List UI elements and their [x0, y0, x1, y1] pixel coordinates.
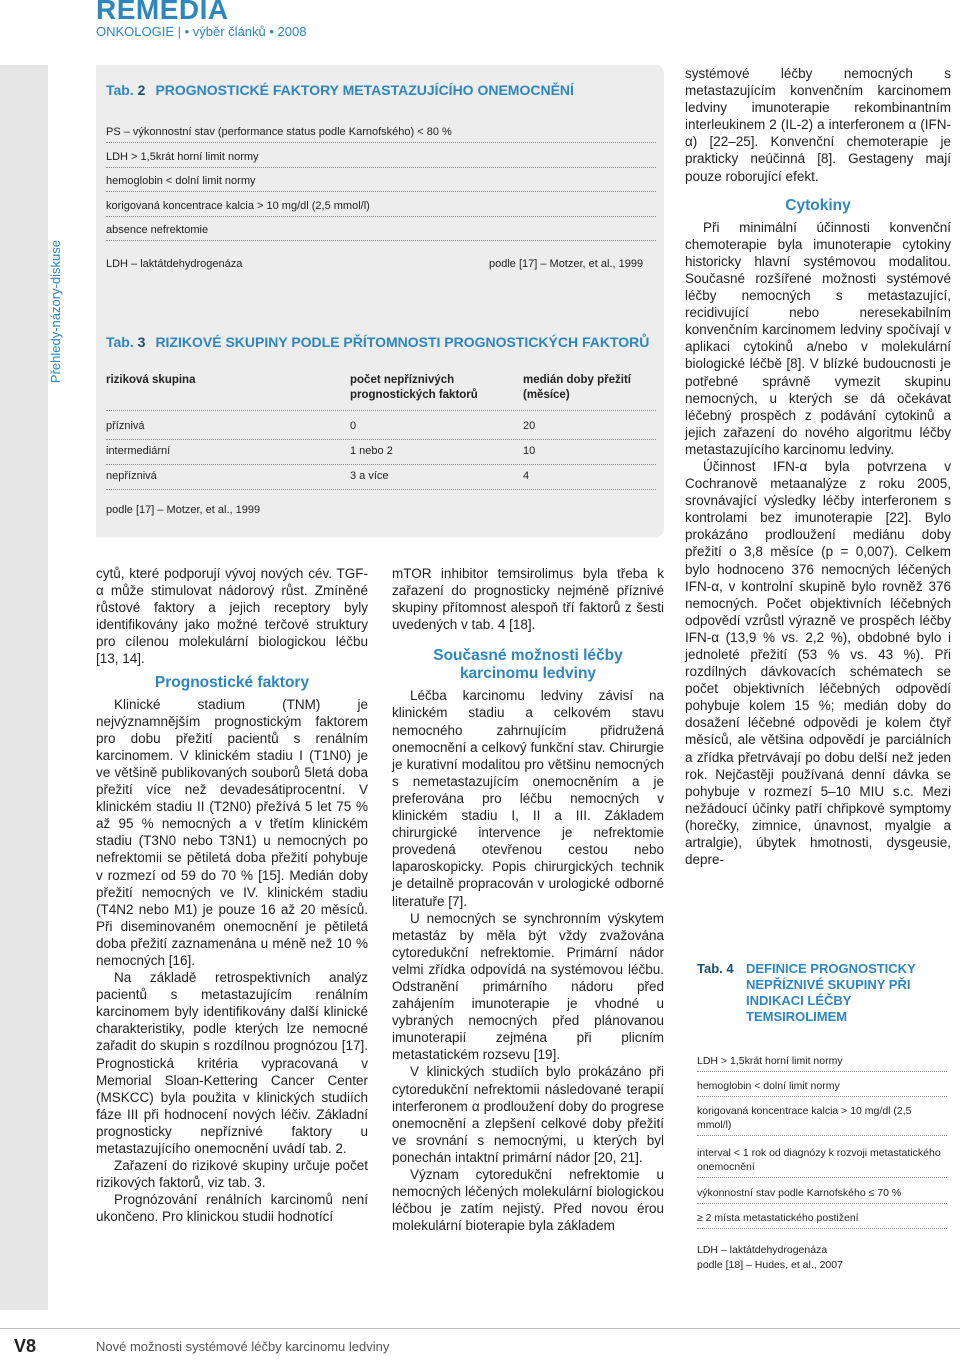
tab4-row: korigovaná koncentrace kalcia > 10 mg/dl (2,5 mmol/l): [697, 1104, 947, 1136]
tab4-row: LDH > 1,5krát horní limit normy: [697, 1054, 947, 1072]
paragraph: Klinické stadium (TNM) je nejvýznamnějším prognostickým faktorem pro dobu přežití pacientů s renálním karcinomem. V klinickém stadiu I (T1N0) je ve většině publikovaných souborů 5letá doba přežití více než devadesátiprocentní. V klinickém stadiu II (T2N0) přežívá 5 let 75 % až 95 % nemocných a v třetím klinickém stadiu (T3N0 nebo T3N1) u nemocných po nefrektomii se pětiletá doba přežití pohybuje v rozmezí od 59 do 70 % [15]. Medián doby přežití nemocných ve IV. klinickém stadiu (T4N2 nebo M1) je pouze 16 až 20 měsíců. Při diseminovaném onemocnění je pětiletá doba přežití zaznamenána u méně než 10 % nemocných [16].: [96, 696, 368, 968]
tab2-row: korigovaná koncentrace kalcia > 10 mg/dl (2,5 mmol/l): [106, 200, 656, 217]
tab4-row: výkonnostní stav podle Karnofského ≤ 70 %: [697, 1186, 947, 1204]
tab4-source: podle [18] – Hudes, et al., 2007: [697, 1259, 843, 1271]
running-title: Nové možnosti systémové léčby karcinomu ledviny: [96, 1339, 390, 1354]
paragraph: systémové léčby nemocných s metastazujícím konvenčním karcinomem ledviny imunoterapie rekombinantním interleukinem 2 (IL-2) a interferonem α (IFN-α) [22–25]. Konvenční chemoterapie je prakticky neúčinná [8]. Gestageny mají pouze roborující efekt.: [685, 66, 951, 184]
column-1: [96, 565, 368, 1225]
tab3-source: podle [17] – Motzer, et al., 1999: [106, 504, 261, 516]
paragraph: V klinických studiích bylo prokázáno při cytoredukční nefrektomii následované terapií interferonem α prodloužení doby do progrese onemocnění a zlepšení celkové doby přežití ve srovnání s nemocnými, u kterých byl ponechán intaktní primární nádor [20, 21].: [392, 1064, 664, 1165]
tab4-title: Tab. 4 DEFINICE PROGNOSTICKY NEPŘÍZNIVÉ SKUPINY PŘI INDIKACI LÉČBY TEMSIROLIMEM: [697, 961, 916, 1024]
tab2-row: absence nefrektomie: [106, 224, 656, 241]
tab2-source: podle [17] – Motzer, et al., 1999: [489, 258, 644, 270]
journal-subtitle: ONKOLOGIE | • výběr článků • 2008: [96, 24, 307, 39]
paragraph: mTOR inhibitor temsirolimus byla třeba k zařazení do prognosticky nejméně příznivé skupiny přítomnost alespoň tří faktorů z šesti uvedených v tab. 4 [18].: [392, 566, 664, 633]
tab4-footnote: LDH – laktátdehydrogenáza: [697, 1244, 828, 1256]
tab3-header-group: riziková skupina: [106, 374, 196, 386]
paragraph: Při minimální účinnosti konvenční chemoterapie byla imunoterapie cytokiny historicky hlavní systémovou modalitou. Současné rozšířené možnosti systémové léčby nemocných s metastazující, recidivující nebo neresekabilním konvenčním karcinomem ledviny spočívají v aplikaci cytokinů a/nebo v molekulární biologické léčbě [8]. V blízké budoucnosti je potřebné správně vymezit skupinu nemocných, u kterých se dá očekávat léčebný prospěch z podávání cytokinů a jejich zařazení do nového algoritmu léčby metastazujícího karcinomu ledviny.: [685, 219, 951, 457]
paragraph: Zařazení do rizikové skupiny určuje počet rizikových faktorů, viz tab. 3.: [96, 1158, 368, 1191]
paragraph: Význam cytoredukční nefrektomie u nemocných léčených molekulární biologickou léčbou je zatím nejistý. Před novou érou molekulární bioterapie byla základem: [392, 1167, 664, 1234]
heading-prognostic-factors: Prognostické faktory: [154, 673, 310, 691]
tab3-header-count: počet nepříznivých prognostických faktorů: [350, 374, 478, 401]
section-rail: [0, 65, 48, 1310]
tab2-row: LDH > 1,5krát horní limit normy: [106, 151, 656, 168]
tab3-title: Tab. 3 RIZIKOVÉ SKUPINY PODLE PŘÍTOMNOSTI PROGNOSTICKÝCH FAKTORŮ: [106, 334, 650, 350]
heading-current-treatment: Současné možnosti léčby karcinomu ledviny: [433, 647, 623, 683]
page-number: V8: [14, 1336, 37, 1356]
column-2: [392, 565, 664, 1234]
tab3-header-divider: [106, 410, 656, 411]
footer-divider: [0, 1328, 960, 1329]
paragraph: Prognózování renálních karcinomů není ukončeno. Pro klinickou studii hodnotící: [96, 1192, 368, 1225]
tab4-row: ≥ 2 místa metastatického postižení: [697, 1211, 947, 1229]
paragraph: U nemocných se synchronním výskytem metastáz by měla být vždy zvažována cytoredukční nefrektomie. Primární nádor velmi zřídka odpovídá na systémovou léčbu. Odstranění primárního nádoru před zahájením imunoterapie je vhodné u vybraných nemocných před plánovanou imunoterapií zejména při plicním metastatickém rozsevu [19].: [392, 910, 664, 1063]
tab3-row: intermediární 1 nebo 2 10: [106, 445, 656, 465]
tab2-row: hemoglobin < dolní limit normy: [106, 175, 656, 192]
tab3-header-median: medián doby přežití (měsíce): [523, 374, 631, 401]
paragraph: Účinnost IFN-α byla potvrzena v Cochranově metaanalýze z roku 2005, srovnávající výsledky léčby interferonem s kontrolami bez imunoterapie [22]. Bylo prokázáno prodloužení mediánu doby přežití o 3,8 měsíce (p = 0,007). Celkem bylo hodnoceno 376 nemocných léčených IFN-α, v kontrolní skupině bylo rovněž 376 nemocných. Počet objektivních léčebných odpovědí vzrůstl výrazně ve prospěch léčby IFN-α (13,9 % vs. 2,2 %), obdobné bylo i jednoleté přežití (53 % vs. 43 %). Při rozdílných dávkovacích schématech se počet objektivních léčebných odpovědí pohybuje kolem 15 %; medián doby do dosažení léčebné odpovědi je kolem čtyř měsíců, ale většina odpovědí je parciálních a zřídka přetrvávají po dobu delší než jeden rok. Nejčastěji používaná denní dávka se pohybuje v rozmezí 5–10 MIU s.c. Mezi nežádoucí účinky patří chřipkové symptomy (horečky, zimnice, únavnost, myalgie a artralgie), úbytek hmotnosti, dysgeusie, depre-: [685, 458, 951, 868]
paragraph: Léčba karcinomu ledviny závisí na klinickém stadiu a celkovém stavu nemocného zahrnujícím přidružená onemocnění a celkový funkční stav. Chirurgie je kurativní modalitou pro většinu nemocných s nemetastazujícím onemocněním a je preferována pro léčbu nemocných v klinickém stadiu I, II a III. Základem chirurgické intervence je nefrektomie provedená otevřenou cestou nebo laparoskopicky. Popis chirurgických technik je detailně propracován v urologické odborné literatuře [7].: [392, 688, 664, 909]
paragraph: cytů, které podporují vývoj nových cév. TGF-α může stimulovat nádorový růst. Zmíněné růstové faktory a jejich receptory byly identifikovány jako možné terčové struktury pro cílenou molekulární biologickou léčbu [13, 14].: [96, 566, 368, 667]
section-label: Přehledy-názory-diskuse: [48, 240, 63, 384]
brand-logo: REMEDIA: [96, 0, 229, 25]
heading-cytokines: Cytokiny: [785, 196, 851, 214]
column-3: [685, 65, 951, 868]
tab2-footnote: LDH – laktátdehydrogenáza: [106, 258, 243, 270]
tab2-row: PS – výkonnostní stav (performance status podle Karnofského) < 80 %: [106, 126, 656, 143]
tab4-row: interval < 1 rok od diagnózy k rozvoji metastatického onemocnění: [697, 1146, 947, 1178]
paragraph: Na základě retrospektivních analýz pacientů s metastazujícím renálním karcinomem byly identifikovány další klinické charakteristiky, podle kterých lze nemocné zařadit do skupin s rozdílnou prognózou [17]. Prognostická kritéria vypracovaná v Memorial Sloan-Kettering Cancer Center (MSKCC) byla použita v klinických studiích fáze III při hodnocení nových léčiv. Základní prognosticky nepříznivé faktory u metastazujícího onemocnění uvádí tab. 2.: [96, 970, 368, 1156]
tab2-title: Tab. 2 PROGNOSTICKÉ FAKTORY METASTAZUJÍCÍHO ONEMOCNĚNÍ: [106, 82, 574, 98]
tab4-row: hemoglobin < dolní limit normy: [697, 1079, 947, 1097]
tab3-row: nepříznivá 3 a více 4: [106, 470, 656, 490]
tab3-row: příznivá 0 20: [106, 420, 656, 440]
